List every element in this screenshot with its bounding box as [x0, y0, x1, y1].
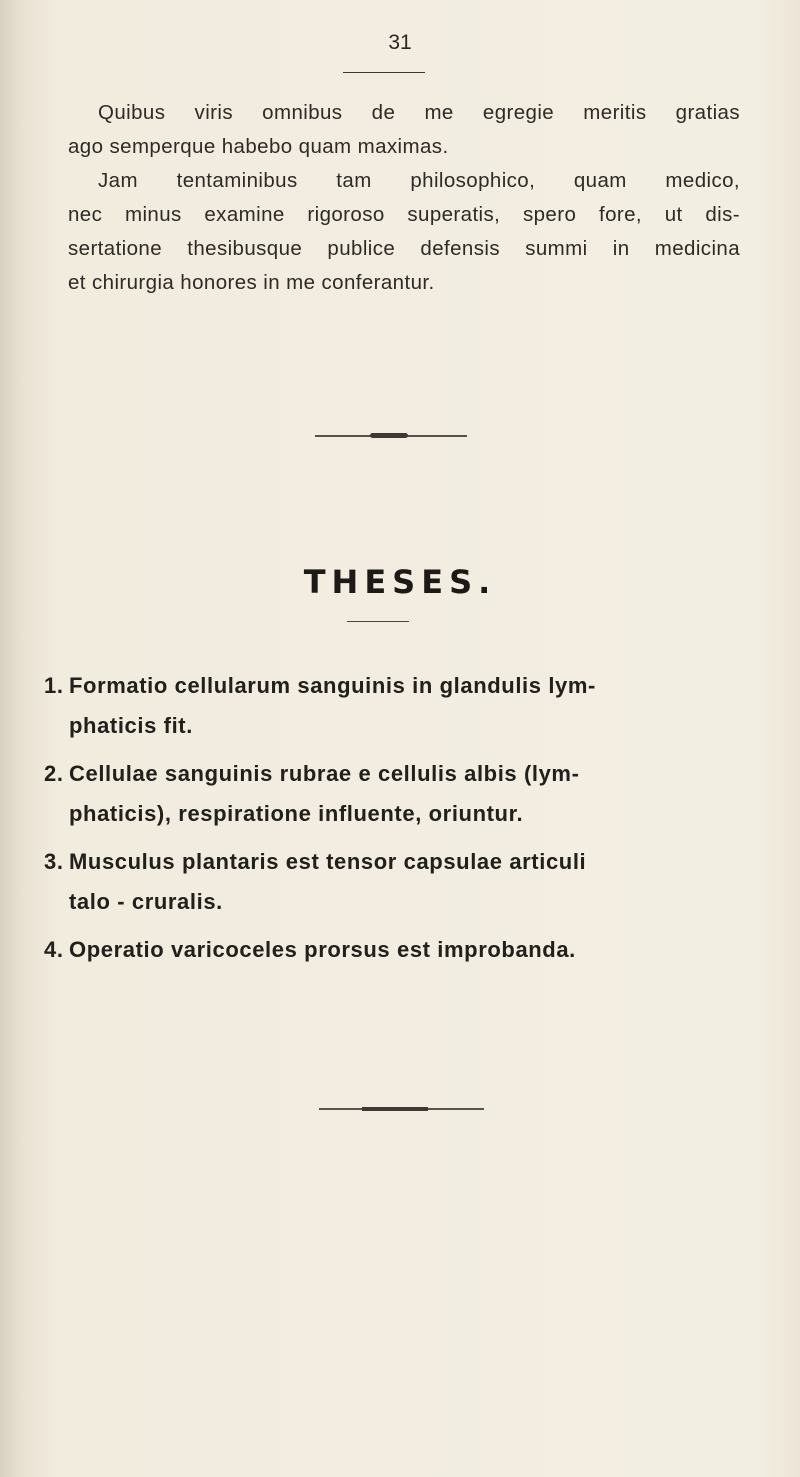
section-divider-ornament	[370, 433, 408, 438]
thesis-item-3	[44, 842, 744, 922]
thesis-item-2	[44, 754, 744, 834]
thesis-text: phaticis fit.	[69, 713, 193, 738]
thesis-text: talo - cruralis.	[69, 889, 223, 914]
text-line: ago semperque habebo quam maximas.	[68, 135, 449, 158]
text-line: sertatione thesibusque publice defensis summi in medicina	[68, 237, 740, 260]
thesis-text: Operatio varicoceles prorsus est improbanda.	[69, 937, 576, 962]
thesis-text: phaticis), respiratione influente, oriuntur.	[69, 801, 524, 826]
page-number-underline	[343, 72, 425, 73]
acknowledgement-paragraph	[68, 96, 740, 164]
thesis-item-4	[44, 930, 744, 970]
closing-divider-ornament	[362, 1107, 428, 1111]
thesis-text: Cellulae sanguinis rubrae e cellulis albis (lym-	[69, 761, 580, 786]
thesis-number: 4.	[44, 937, 64, 962]
text-line: et chirurgia honores in me conferantur.	[68, 271, 435, 294]
text-line: Quibus viris omnibus de me egregie meritis gratias	[98, 101, 740, 124]
thesis-item-1	[44, 666, 744, 746]
text-line: nec minus examine rigoroso superatis, spero fore, ut dis-	[68, 203, 740, 226]
thesis-text: Formatio cellularum sanguinis in glandulis lym-	[69, 673, 596, 698]
text-line: Jam tentaminibus tam philosophico, quam medico,	[98, 169, 740, 192]
heading-underline	[347, 621, 409, 622]
thesis-number: 1.	[44, 673, 64, 698]
thesis-text: Musculus plantaris est tensor capsulae articuli	[69, 849, 587, 874]
thesis-number: 3.	[44, 849, 64, 874]
examination-paragraph	[68, 164, 740, 300]
theses-heading: THESES.	[303, 563, 497, 601]
page-number: 31	[388, 31, 412, 54]
thesis-number: 2.	[44, 761, 64, 786]
